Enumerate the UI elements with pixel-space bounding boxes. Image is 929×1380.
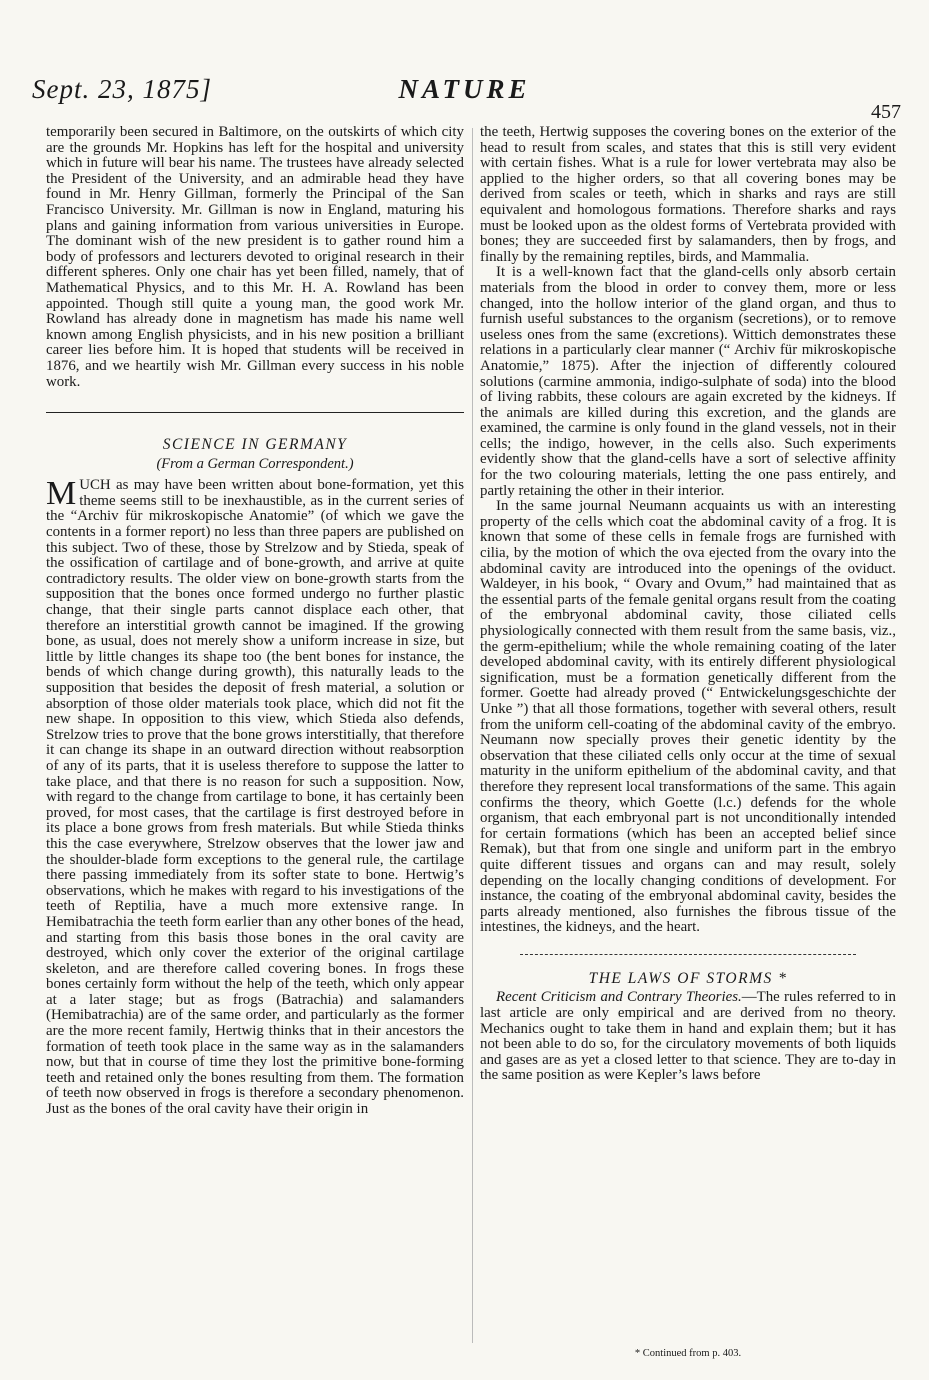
right-column (480, 125, 896, 1084)
section-title-laws-of-storms: THE LAWS OF STORMS * (588, 969, 788, 987)
column-divider (472, 128, 473, 1343)
neumann-paragraph: In the same journal Neumann acquaints us with an interesting property of the cells which coat the abdominal cavity of a frog. It is known that some of these cells in female frogs are furnished with cilia, by the motion of which the ova ejected from the ovary into the abdominal cavity are introduced into the openings of the oviduct. Waldeyer, in his book, “ Ovary and Ovum,” had maintained that as the essential parts of the female genital organs result from the coating of the embryonal abdominal cavity, those ciliated cells physiologically connected with them result from the same basis, viz., the germ-epithelium; while the whole remaining coating of the later developed abdominal cavity, with its entirely different physiological signification, must be a formation genetically different from the former. Goette had already proved (“ Entwickelungsgeschichte der Unke ”) that all those formations, together with several others, result from the uniform cell-coating of the abdominal cavity of the embryo. Neumann now specially proves their genetic identity by the observation that these ciliated cells only occur at the time of sexual maturity in the uniform epithelium of the abdominal cavity, and that therefore they represent local transformations of the same. This again confirms the theory, which Goette (l.c.) defends for the whole organism, that each embryonal part is not unconditionally intended for certain formations (which has been an accepted belief since Remak), but that from one single and uniform part in the embryo quite different tissues and organs can and may result, solely depending on the locally changing conditions of development. For instance, the coating of the embryonal abdominal cavity, besides the parts already mentioned, also furnishes the fibrous tissue of the intestines, the kidneys, and the heart. (480, 498, 896, 936)
section-divider-storms (520, 954, 856, 955)
section-subtitle: (From a German Correspondent.) (156, 455, 354, 472)
section-divider (46, 412, 464, 413)
science-paragraph-text: UCH as may have been written about bone-formation, yet this theme seems still to be inexhaustible, as in the current series of the “Archiv für mikroskopische Anatomie” (of which we gave the contents in a former report) no less than three papers are published on this subject. Two of these, those by Strelzow and by Stieda, speak of the ossification of cartilage and of bone-growth, and arrive at quite contradictory results. The older view on bone-growth starts from the supposition that the bones once formed undergo no further plastic change, that their single parts cannot displace each other, that therefore an interstitial growth cannot be imagined. If the growing bone, as usual, does not merely show a uniform increase in size, but little by little changes its shape too (the bent bones for instance, the bends of which change during growth), this naturally leads to the supposition that besides the deposit of fresh material, a solution or absorption of those older materials took place, which did not fit the new shape. In opposition to this view, which Stieda also defends, Strelzow tries to prove that the bone grows interstitially, that therefore it can change its shape in an outward direction without reabsorption of any of its parts, that it is useless therefore to suppose the latter to take place, and that there is no reason for such a supposition. Now, with regard to the change from cartilage to bone, it has certainly been proved, for most cases, that the cartilage is first destroyed before in its place a bone grows from fresh materials. But while Stieda thinks this the case everywhere, Strelzow observes that the lower jaw and the shoulder-blade form exceptions to the general rule, the cartilage there passing immediately from its softer state to bone. Hertwig’s observations, which he makes with regard to his investigations of the teeth of Reptilia, have a much more extensive range. In Hemibatrachia the teeth form earlier than any other bones of the head, and starting from this basis those bones in the oral cavity are destroyed, which only cover the exterior of the original cartilage skeleton, and are therefore called covering bones. In frogs these bones certainly form without the help of the teeth, which only appear at a later stage; but as frogs (Batrachia) and salamanders (Hemibatrachia) are of the same order, and particularly as the former are the more recent family, Hertwig thinks that in their ancestors the formation of teeth took place in the same way as in the salamanders now, but that in course of time they lost the primitive bone-forming teeth and retained only the bones resulting from them. The formation of teeth now observed in frogs is therefore a secondary phenomenon. Just as the bones of the oral cavity have their origin in (46, 477, 464, 1118)
page-header (0, 0, 929, 125)
gland-paragraph: It is a well-known fact that the gland-cells only absorb certain materials from the blood in order to convey them, more or less changed, into the hollow interior of the gland organ, and thus to furnish useful substances to the organism (secretions), or to remove useless ones from the same (excretions). Wittich demonstrates these relations in a particularly clear manner (“ Archiv für mikroskopische Anatomie,” 1875). After the injection of differently coloured solutions (carmine ammonia, indigo-sulphate of soda) into the blood of living rabbits, these colours are again excreted by the kidneys. If the animals are killed during this excretion, and the glands are examined, the carmine is only found in the gland vessels, not in their cells; the indigo, however, in the cells also. Such experiments evidently show that the gland-cells have a sort of selective affinity for the two colouring materials, letting the one pass entirely, and partly retaining the other in their interior. (480, 264, 896, 499)
intro-paragraph: temporarily been secured in Baltimore, on the outskirts of which city are the grounds Mr. Hopkins has left for the hospital and university which in future will bear his name. The trustees have already selected the President of the University, and an admirable head they have found in Mr. Henry Gillman, formerly the Principal of the San Francisco University. Mr. Gillman is now in England, maturing his plans and gaining information from various universities in Europe. The dominant wish of the new president is to gather round him a body of professors and lecturers devoted to original research in their different spheres. Only one chair has yet been filled, namely, that of Mathematical Physics, and to this Mr. H. A. Rowland has been appointed. Though still quite a young man, the good work Mr. Rowland has already done in magnetism has made his name well known among English physicists, and in his new position a brilliant career lies before him. It is hoped that students will be received in 1876, and we heartily wish Mr. Gillman every success in his noble work. (46, 124, 464, 390)
storms-paragraph-text: —The rules referred to in last article are only empirical and are derived from no theory. Mechanics ought to take them in hand and explain them; but it has not been able to do so, for the circulatory movements of both liquids and gases are as yet a closed letter to that science. They are to-day in the same position as were Kepler’s laws before (480, 989, 897, 1084)
page-number: 457 (871, 101, 901, 123)
storms-paragraph (480, 990, 896, 1084)
issue-date: Sept. 23, 1875] (32, 74, 212, 104)
science-paragraph (46, 475, 464, 1118)
drop-cap: M (46, 475, 77, 513)
continued-paragraph: the teeth, Hertwig supposes the covering bones on the exterior of the head to result from scales, and states that this is still very evident with certain fishes. What is a rule for lower vertebrata may also be applied to the higher orders, so that all covering bones may be derived from scales or teeth, which in sharks and rays are still equivalent and homologous formations. Therefore sharks and rays must be looked upon as the oldest forms of Vertebrata provided with bones; they are succeeded first by salamanders, then by frogs, and finally by the remaining reptiles, birds, and Mammalia. (480, 124, 896, 265)
section-title-science-in-germany: SCIENCE IN GERMANY (162, 436, 348, 454)
footnote: * Continued from p. 403. (634, 1348, 742, 1359)
left-column (46, 125, 464, 1118)
journal-title: NATURE (398, 74, 531, 104)
storms-lead: Recent Criticism and Contrary Theories. (496, 989, 742, 1006)
